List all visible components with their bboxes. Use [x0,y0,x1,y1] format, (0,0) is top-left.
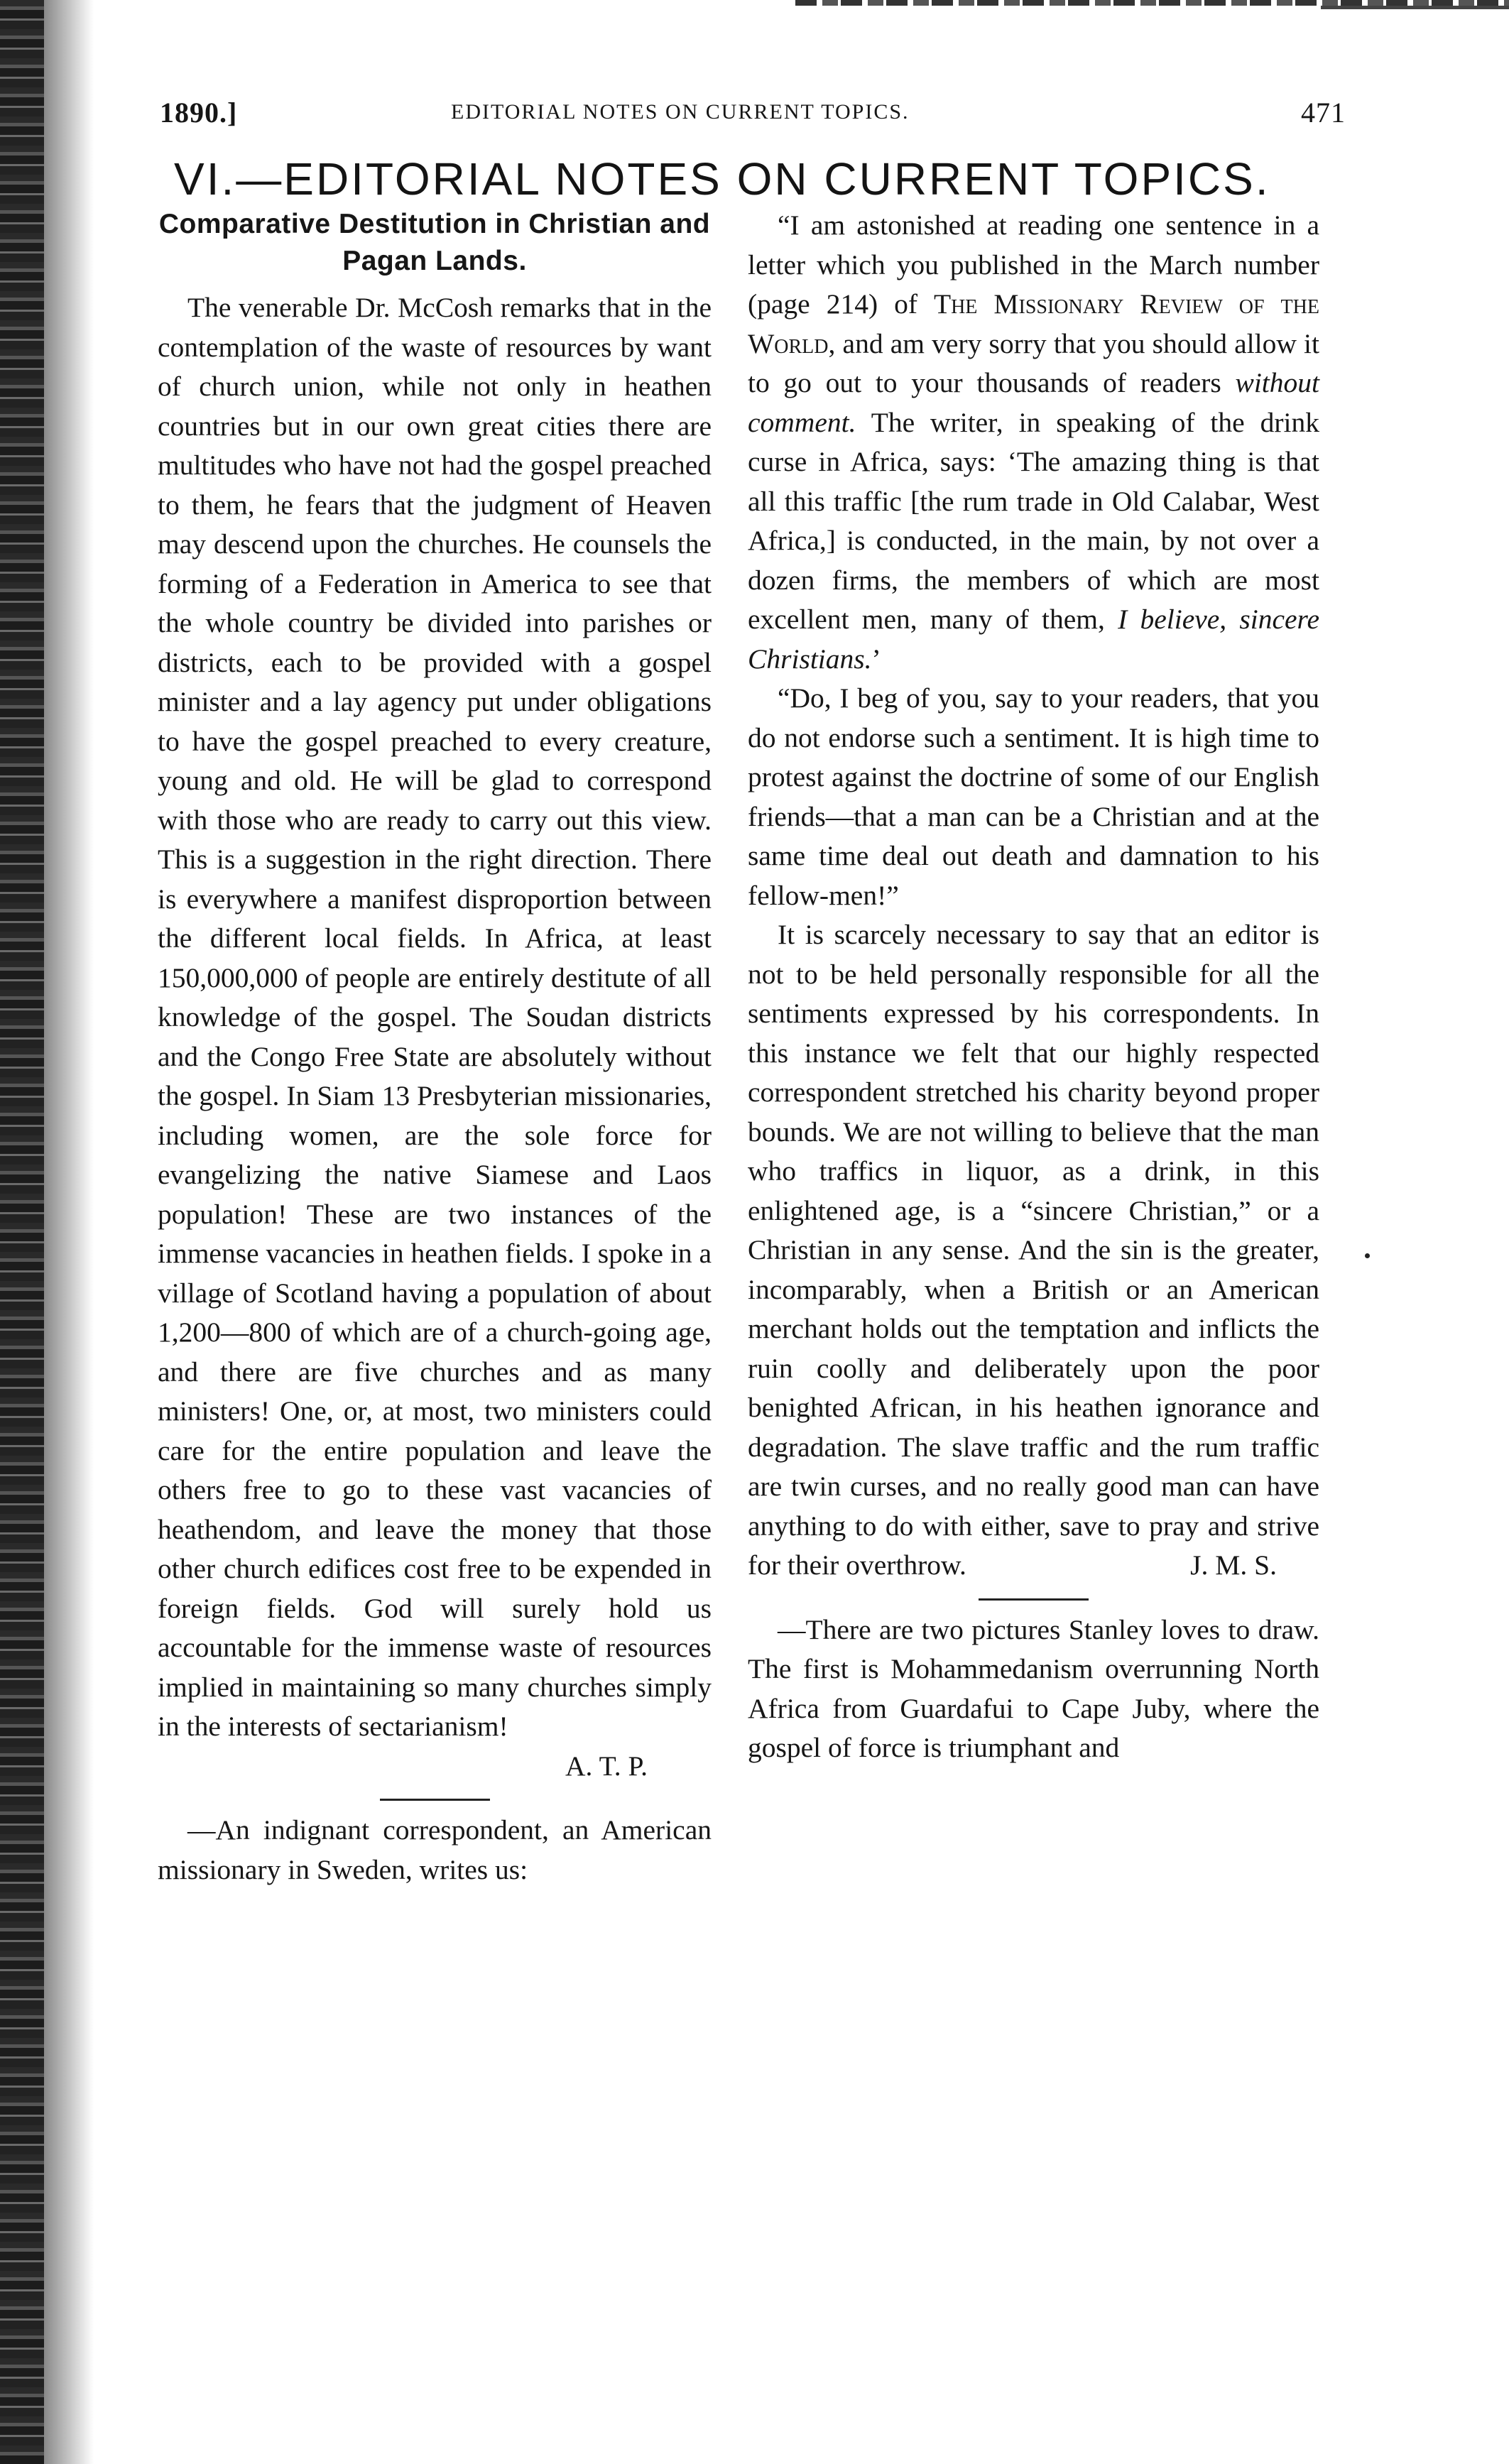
scan-top-artifact-bar [1321,6,1509,9]
quote-text-rest: The writer, in speaking of the drink curse in Africa, says: ‘The amazing thing is that all this traffic [the rum trade in Old Calabar, West Africa,] is conducted, in the main, by not over a dozen firms, the members of which are most excellent men, many of them, [748,406,1319,635]
left-column [158,206,712,1890]
quote-italic-christians: I believe, sincere Christians. [748,604,1319,675]
correspondent-intro: —An indignant correspondent, an American missionary in Sweden, writes us: [158,1814,712,1885]
scan-binding-edge [0,0,44,2464]
quote-italic-without-comment: without comment. [748,367,1319,438]
article-title: Comparative Destitution in Christian and Pagan Lands. [158,209,711,276]
editor-reply-paragraph [748,915,1319,1586]
scan-edge-shadow [44,0,94,2464]
running-head-year: 1890.] [160,97,238,129]
editor-reply-text: It is scarcely necessary to say that an editor is not to be held personally responsible for all the sentiments expressed by his correspondents. In this instance we felt that our highly respected correspondent stretched his charity beyond proper bounds. We are not willing to believe that the man who traffics in liquor, as a drink, in this enlightened age, is a “sincere Christian,” or a Christian in any sense. And the sin is the greater, incomparably, when a British or an American merchant holds out the temptation and inflicts the ruin coolly and deliberately upon the poor benighted African, in his heathen ignorance and degradation. The slave traffic and the rum traffic are twin curses, and no really good man can have anything to do with either, save to pray and strive for their overthrow. [748,919,1319,1581]
section-divider-2 [979,1598,1089,1601]
magazine-title: The Missionary Review of the World [748,288,1319,359]
letter-quote-paragraph [748,206,1319,679]
quote-text-mid: , and am very sorry that you should allow it to go out to your thousands of readers [748,327,1319,398]
right-column [748,206,1319,1768]
section-heading: VI.—EDITORIAL NOTES ON CURRENT TOPICS. [174,153,1270,205]
page-number: 471 [1301,97,1346,129]
letter-quote-paragraph-2: “Do, I beg of you, say to your readers, that you do not endorse such a sentiment. It is high time to protest against the doctrine of some of our English friends—that a man can be a Christian and at the same time deal out death and damnation to his fellow-men!” [748,682,1319,911]
scan-speck [1365,1253,1370,1258]
section-divider [380,1799,490,1801]
stanley-paragraph: —There are two pictures Stanley loves to draw. The first is Mohammedanism overrunning North Africa from Guardafui to Cape Juby, where the gospel of force is triumphant and [748,1613,1319,1763]
article-paragraph: The venerable Dr. McCosh remarks that in the contemplation of the waste of resources by want of church union, while not only in heathen countries but in our own great cities there are multitudes who have not had the gospel preached to them, he fears that the judgment of Heaven may descend upon the churches. He counsels the forming of a Federation in America to see that the whole country be divided into parishes or districts, each to be provided with a gospel minister and a lay agency put under obligations to have the gospel preached to every creature, young and old. He will be glad to correspond with those who are ready to carry out this view. This is a suggestion in the right direction. There is everywhere a manifest disproportion between the different local fields. In Africa, at least 150,000,000 of people are entirely destitute of all knowledge of the gospel. The Soudan districts and the Congo Free State are absolutely without the gospel. In Siam 13 Presbyterian missionaries, including women, are the sole force for evangelizing the native Siamese and Laos population! These are two instances of the immense vacancies in heathen fields. I spoke in a village of Scotland having a population of about 1,200—800 of which are of a church-going age, and there are five churches and as many ministers! One, or, at most, two ministers could care for the entire population and leave the others free to go to these vast vacancies of heathendom, and leave the money that those other church edifices cost free to be expended in foreign fields. God will surely hold us accountable for the immense waste of resources implied in maintaining so many churches simply in the interests of sectarianism! [158,292,712,1742]
quote-text-end: ’ [871,643,881,675]
scan-top-artifact [795,0,1509,6]
quote-text-start: “I am astonished at reading one sentence in a letter which you published in the March number (page 214) of [748,209,1319,320]
editor-signature: J. M. S. [1190,1549,1277,1581]
article-signature: A. T. P. [565,1750,648,1782]
running-head-title: EDITORIAL NOTES ON CURRENT TOPICS. [451,100,910,124]
running-head [160,96,1346,138]
